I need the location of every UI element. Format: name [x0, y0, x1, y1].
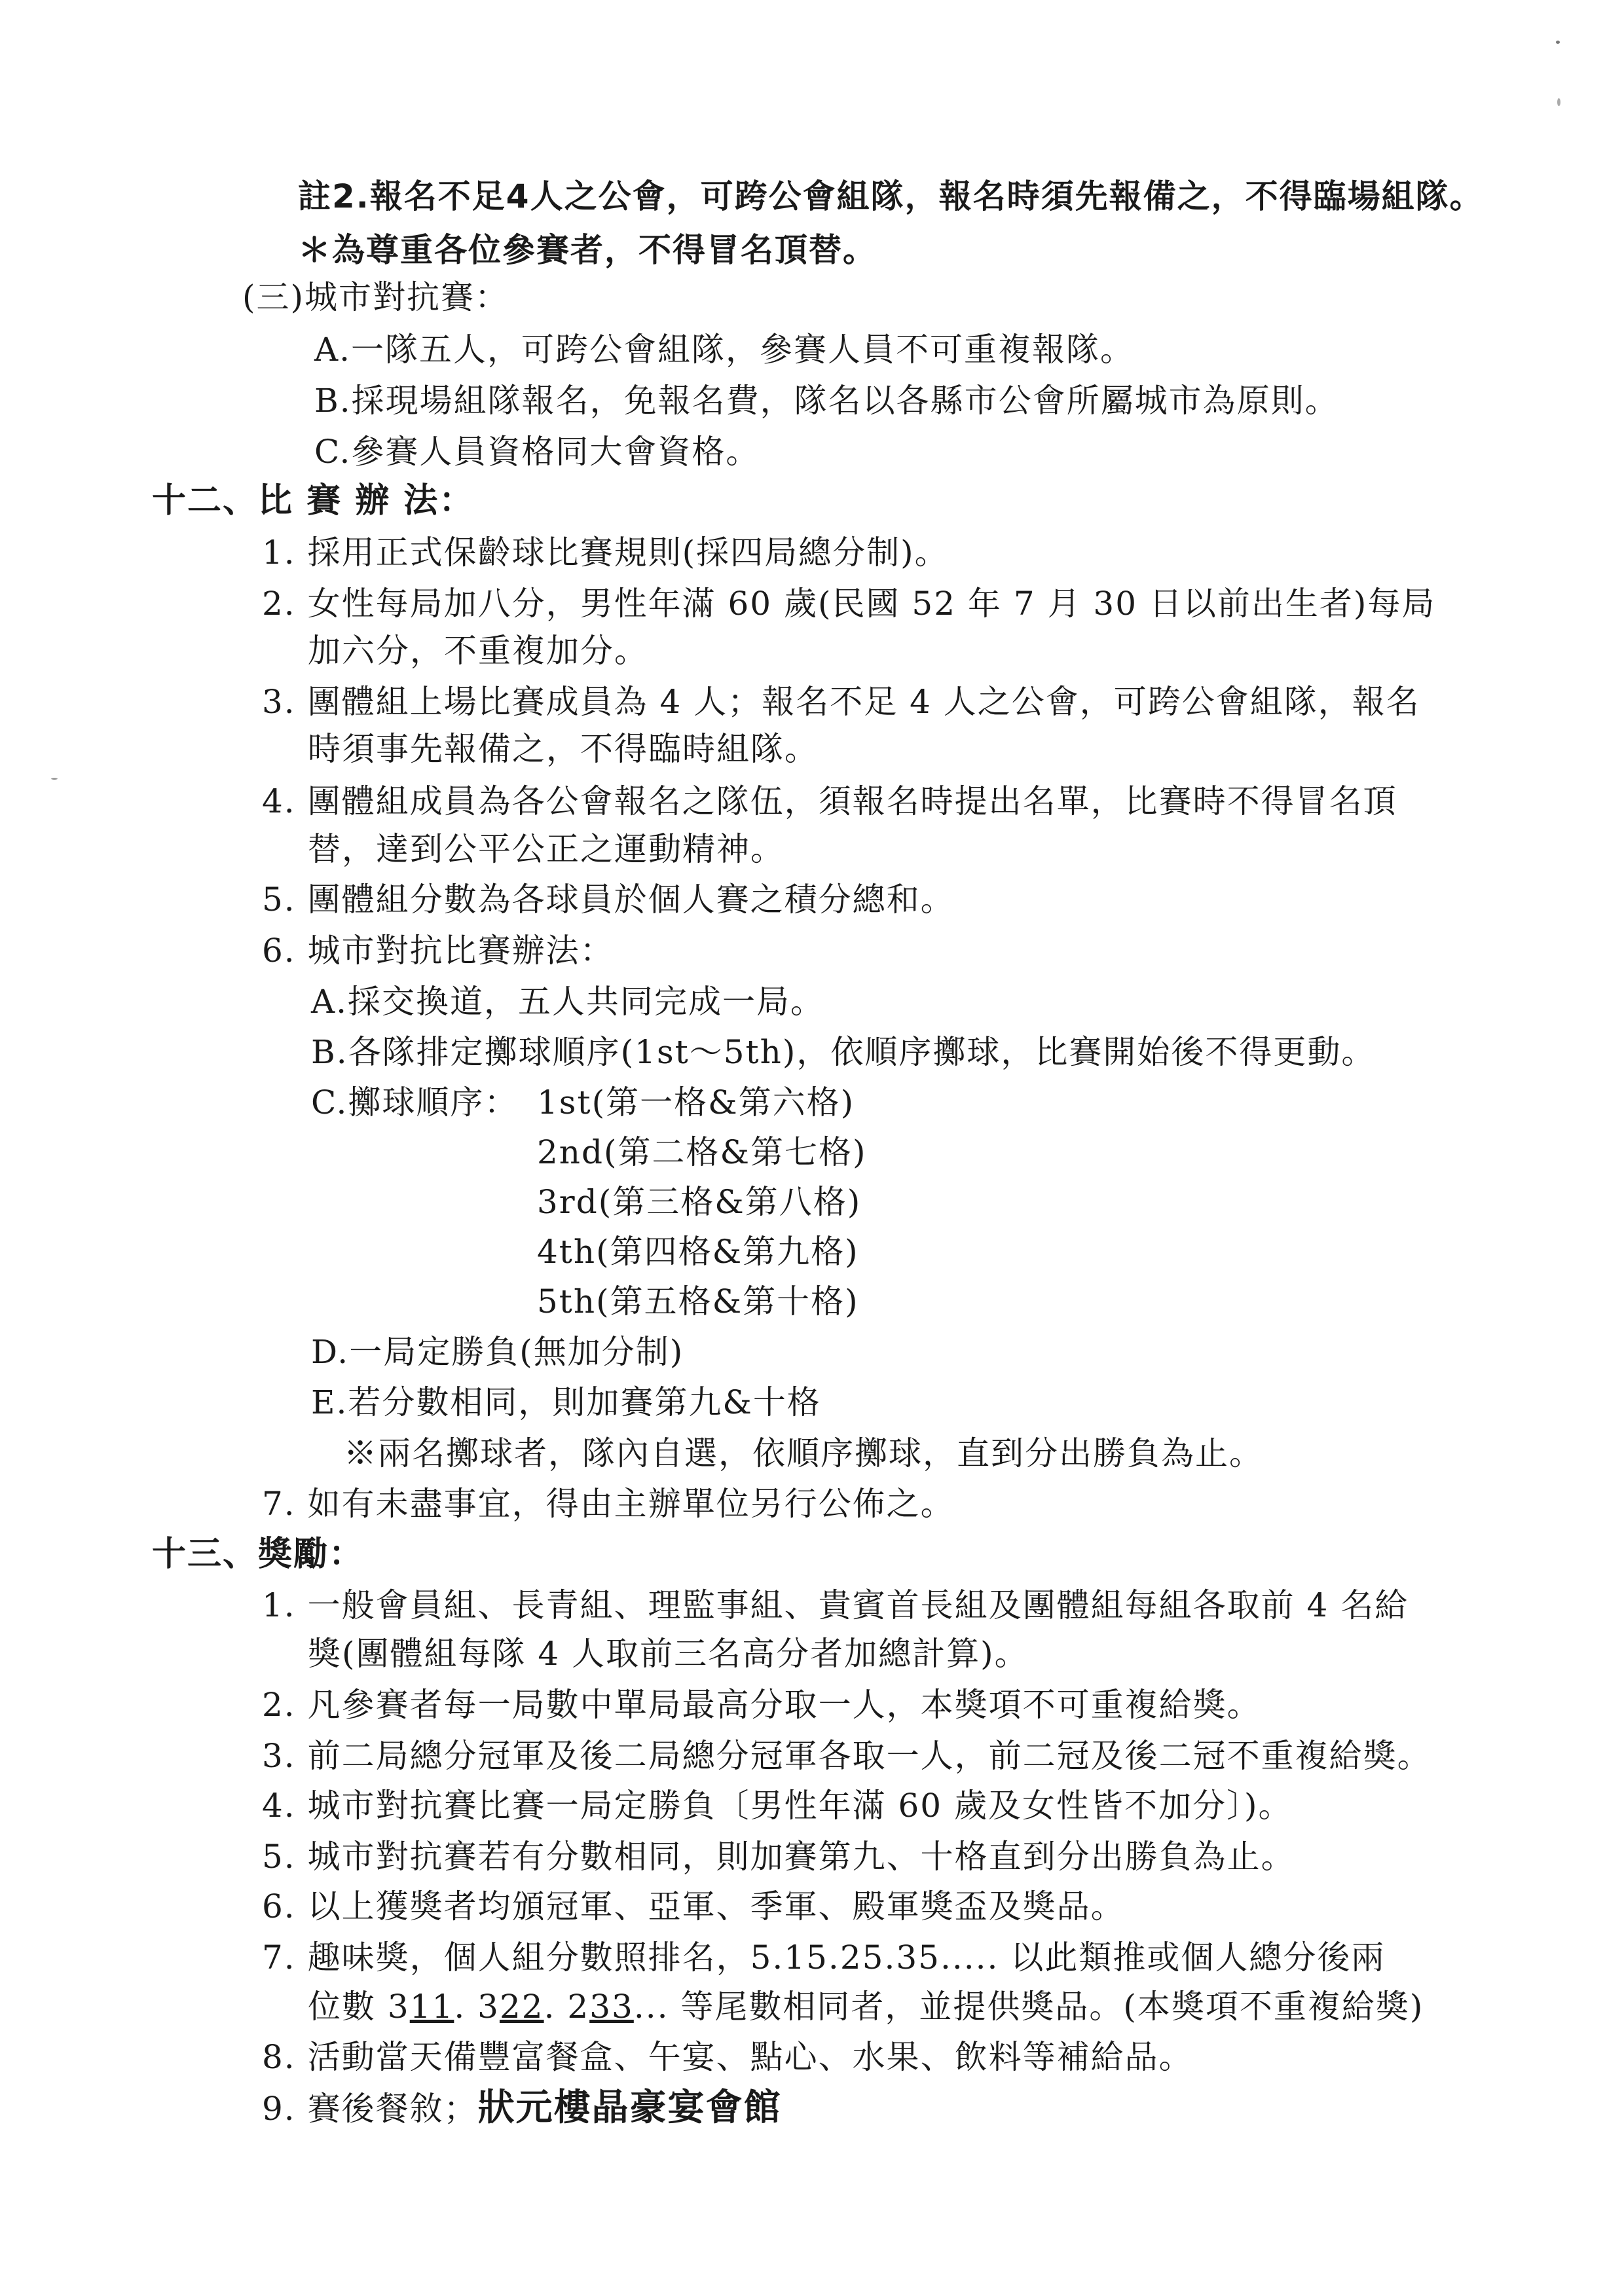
award-1-line-2: 獎(團體組每隊 4 人取前三名高分者加總計算)。: [308, 1635, 1029, 1673]
throw-order-3: 3rd(第三格&第八格): [537, 1183, 862, 1221]
award-7-text: . 2: [544, 1988, 590, 2026]
award-7-text: 位數 3: [308, 1988, 410, 2026]
note-2: 註2.報名不足4人之公會，可跨公會組隊，報名時須先報備之，不得臨場組隊。: [298, 177, 1484, 215]
rule-3-line-2: 時須事先報備之，不得臨時組隊。: [308, 730, 819, 768]
section-12-title: 十二、比 賽 辦 法：: [152, 481, 475, 520]
award-9: [262, 2087, 782, 2130]
award-5: 5. 城市對抗賽若有分數相同，則加賽第九、十格直到分出勝負為止。: [262, 1838, 1295, 1876]
rule-6-item-c-label: C.擲球順序：: [311, 1084, 519, 1121]
underlined-digits: 11: [409, 1988, 454, 2026]
throw-order-4: 4th(第四格&第九格): [537, 1233, 859, 1271]
rule-6-item-a: A.採交換道，五人共同完成一局。: [311, 983, 825, 1021]
throw-order-2: 2nd(第二格&第七格): [537, 1133, 867, 1171]
award-3: 3. 前二局總分冠軍及後二局總分冠軍各取一人，前二冠及後二冠不重複給獎。: [262, 1737, 1431, 1775]
banquet-venue: 狀元樓晶豪宴會館: [477, 2086, 782, 2129]
rule-4-line-2: 替，達到公平公正之運動精神。: [308, 830, 784, 868]
section-13-title: 十三、獎勵：: [152, 1535, 365, 1574]
award-1-line-1: 1. 一般會員組、長青組、理監事組、貴賓首長組及團體組每組各取前 4 名給: [262, 1586, 1409, 1624]
rule-2-line-1: 2. 女性每局加八分，男性年滿 60 歲(民國 52 年 7 月 30 日以前出生者)每局: [262, 585, 1436, 623]
rule-6-item-e: E.若分數相同，則加賽第九&十格: [311, 1383, 821, 1421]
city-contest-item-b: B.採現場組隊報名，免報名費，隊名以各縣市公會所屬城市為原則。: [314, 382, 1339, 420]
rule-1: 1. 採用正式保齡球比賽規則(採四局總分制)。: [262, 534, 949, 572]
award-6: 6. 以上獲獎者均頒冠軍、亞軍、季軍、殿軍獎盃及獎品。: [262, 1887, 1125, 1925]
award-7-line-1: 7. 趣味獎，個人組分數照排名，5.15.25.35..... 以此類推或個人總分後兩: [262, 1939, 1386, 1977]
city-contest-title: (三)城市對抗賽：: [242, 278, 509, 316]
scan-speck: [51, 778, 58, 780]
rule-7: 7. 如有未盡事宜，得由主辦單位另行公佈之。: [262, 1485, 955, 1523]
award-8: 8. 活動當天備豐富餐盒、午宴、點心、水果、飲料等補給品。: [262, 2038, 1193, 2076]
award-7-line-2: [308, 1986, 1424, 2028]
award-7-text: . 3: [454, 1988, 500, 2026]
underlined-digits: 22: [499, 1988, 544, 2026]
award-9-prefix: 9. 賽後餐敘；: [262, 2090, 478, 2128]
award-7-text: ... 等尾數相同者，並提供獎品。(本獎項不重複給獎): [633, 1988, 1424, 2026]
rule-6-item-b: B.各隊排定擲球順序(1st～5th)，依順序擲球，比賽開始後不得更動。: [311, 1033, 1376, 1071]
throw-order-1: 1st(第一格&第六格): [537, 1084, 855, 1121]
rule-4-line-1: 4. 團體組成員為各公會報名之隊伍，須報名時提出名單，比賽時不得冒名頂: [262, 782, 1397, 820]
rule-3-line-1: 3. 團體組上場比賽成員為 4 人；報名不足 4 人之公會，可跨公會組隊，報名: [262, 683, 1420, 721]
note-respect: ＊為尊重各位參賽者，不得冒名頂替。: [298, 231, 877, 269]
rule-6: 6. 城市對抗比賽辦法：: [262, 932, 614, 970]
scan-speck: [1557, 98, 1560, 106]
city-contest-item-c: C.參賽人員資格同大會資格。: [314, 433, 760, 471]
rule-6-item-d: D.一局定勝負(無加分制): [311, 1333, 684, 1371]
city-contest-item-a: A.一隊五人，可跨公會組隊，參賽人員不可重複報隊。: [314, 331, 1135, 369]
award-4: 4. 城市對抗賽比賽一局定勝負〔男性年滿 60 歲及女性皆不加分〕)。: [262, 1787, 1293, 1825]
underlined-digits: 33: [589, 1988, 634, 2026]
scan-speck: [1556, 41, 1560, 44]
rule-5: 5. 團體組分數為各球員於個人賽之積分總和。: [262, 881, 955, 919]
rule-6-note: ※兩名擲球者，隊內自選，依順序擲球，直到分出勝負為止。: [344, 1434, 1263, 1472]
rule-2-line-2: 加六分，不重複加分。: [308, 632, 648, 670]
award-2: 2. 凡參賽者每一局數中單局最高分取一人，本獎項不可重複給獎。: [262, 1686, 1261, 1724]
throw-order-5: 5th(第五格&第十格): [537, 1283, 859, 1321]
